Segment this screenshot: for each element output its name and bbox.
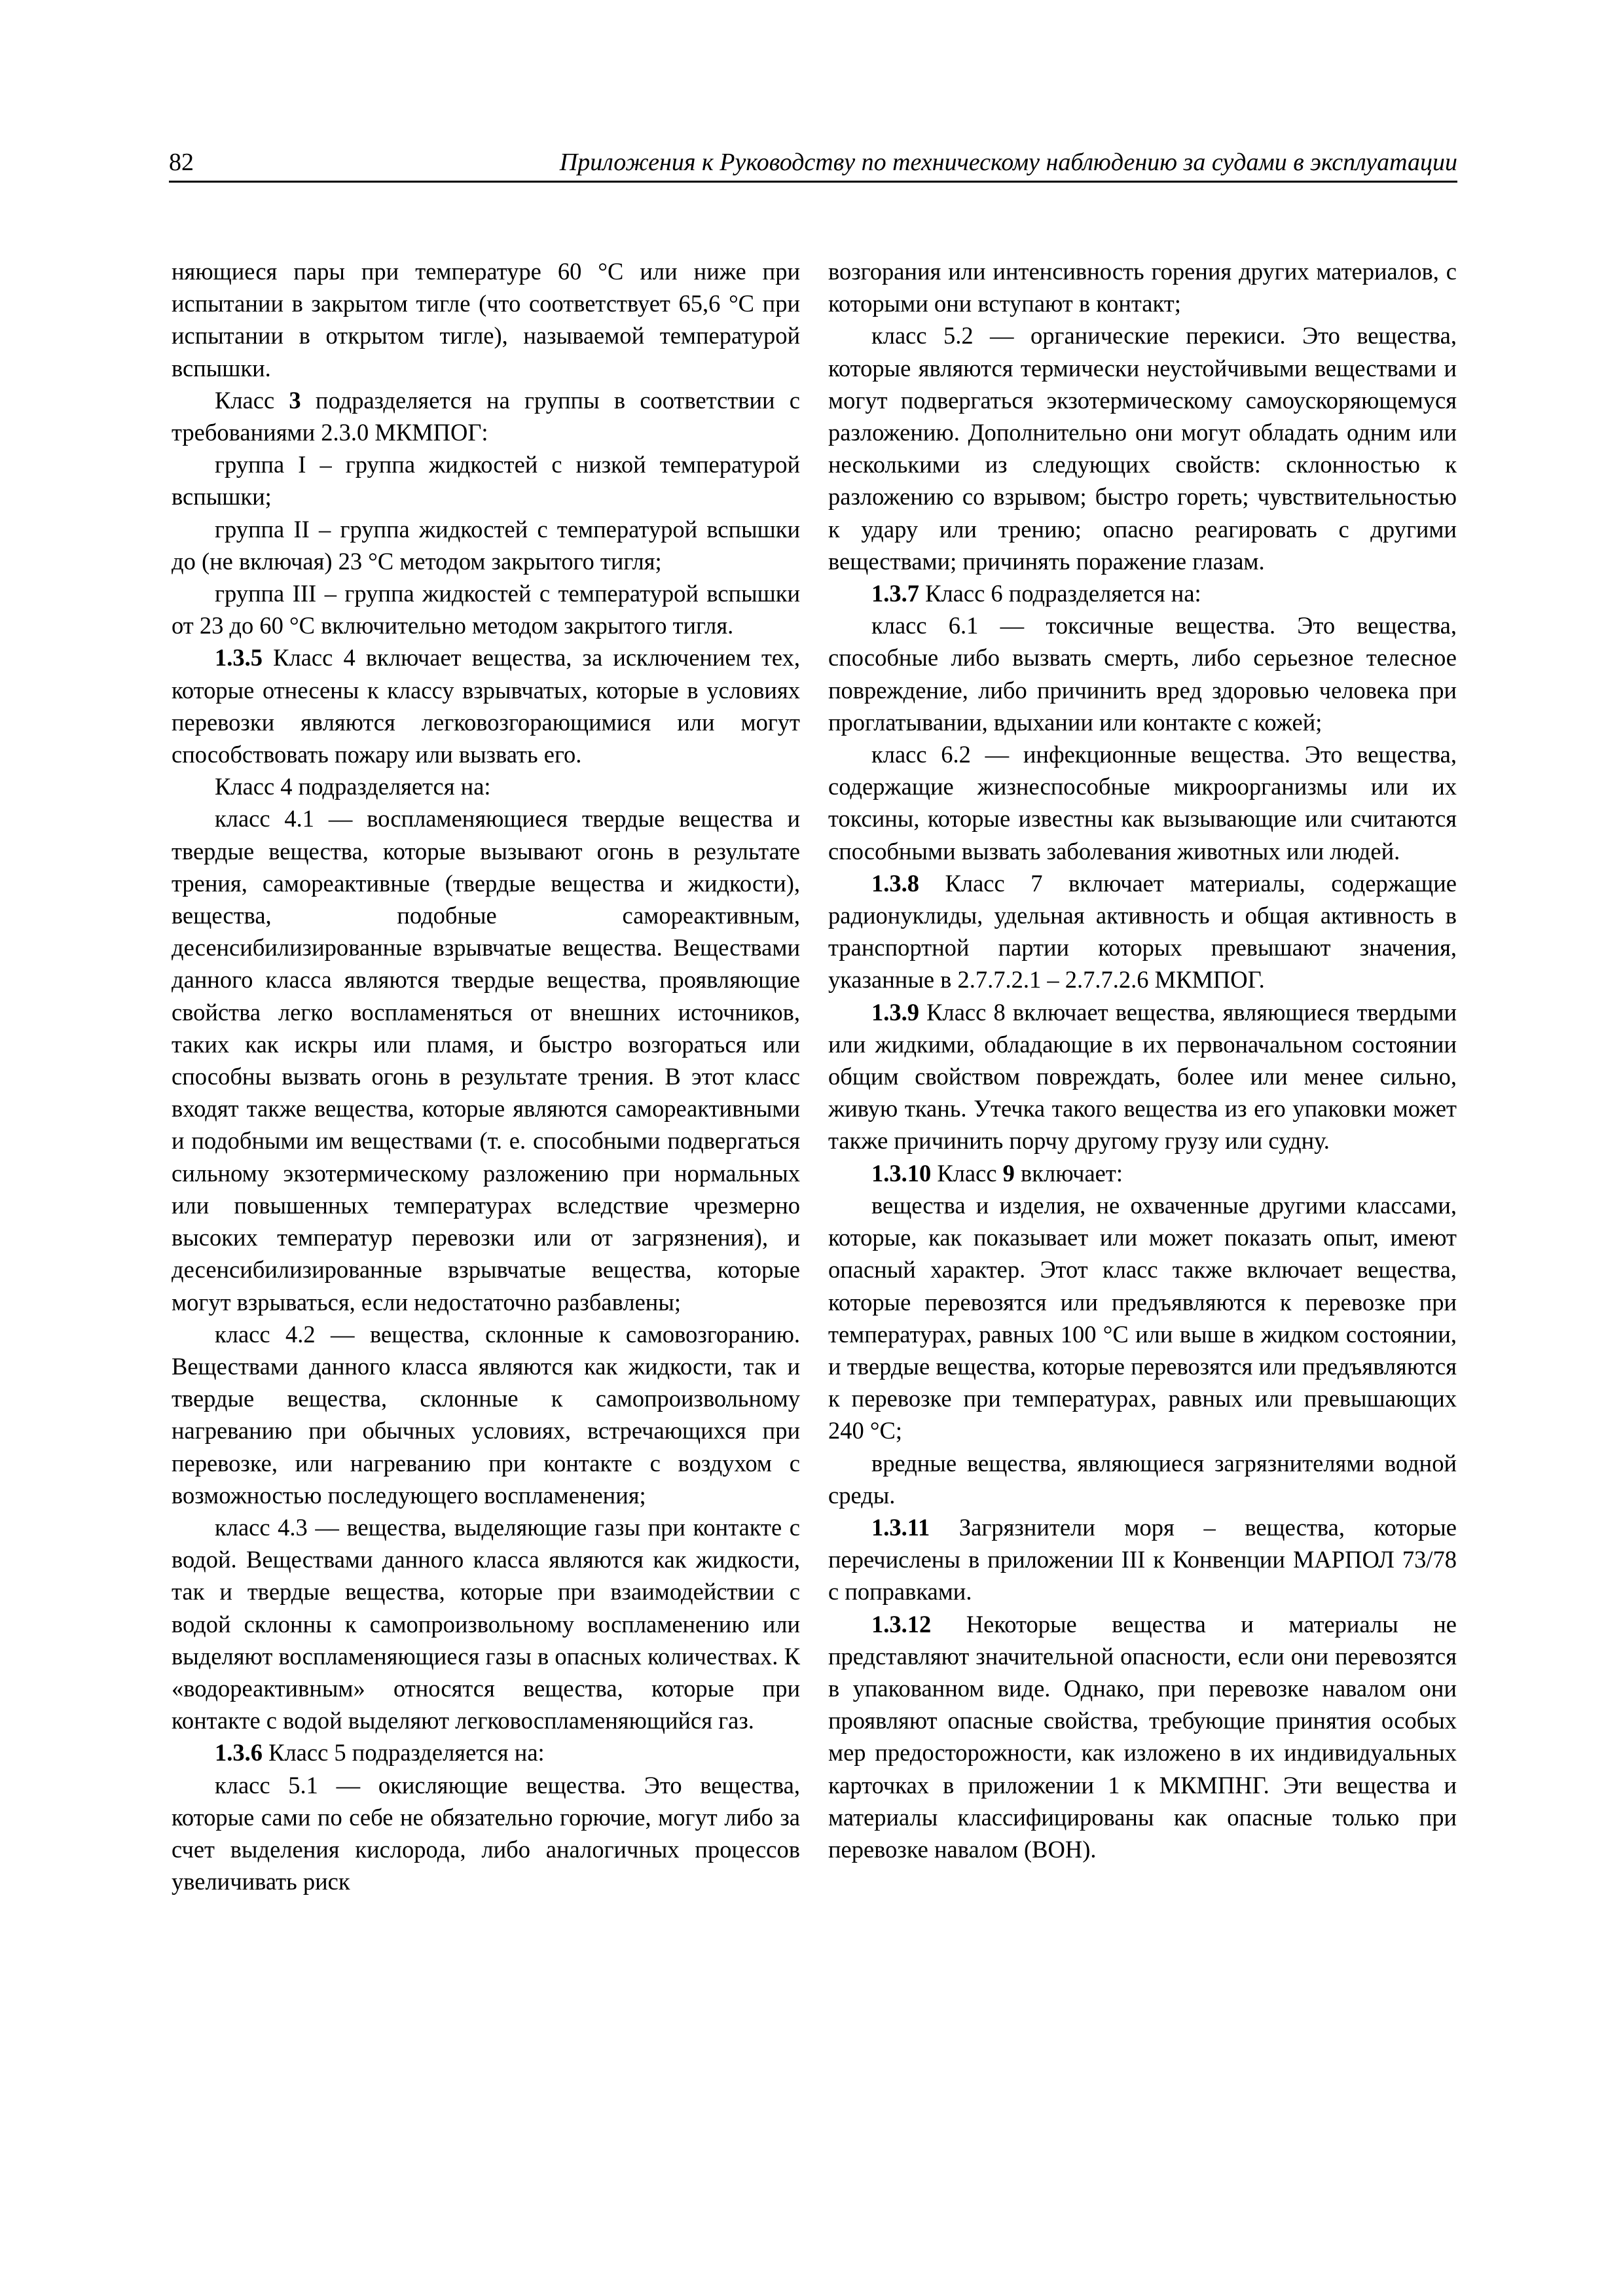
paragraph: няющиеся пары при температуре 60 °С или ниже при испытании в закрытом тигле (что соответствует 65,6 °С при испытании в открытом тигле), называемой температурой вспышки. [172, 258, 800, 382]
paragraph [828, 577, 1457, 609]
paragraph [828, 996, 1457, 1157]
running-title: Приложения к Руководству по техническому наблюдению за судами в эксплуатации [559, 149, 1457, 176]
paragraph-text: Класс [215, 386, 289, 414]
section-number: 1.3.12 [871, 1610, 932, 1638]
section-number: 1.3.8 [871, 869, 919, 897]
paragraph [828, 1157, 1457, 1189]
paragraph-text: подразделяется на группы в соответствии с требованиями 2.3.0 МКМПОГ: [172, 386, 801, 446]
paragraph [828, 1511, 1457, 1608]
paragraph-text: Класс 6 подразделяется на: [919, 580, 1201, 607]
page-number: 82 [169, 149, 194, 176]
paragraph: класс 6.1 — токсичные вещества. Это вещества, способные либо вызвать смерть, либо серьезное телесное повреждение, либо причинить вред здоровью человека при проглатывании, вдыхании или контакте с кожей; [828, 612, 1457, 736]
paragraph [172, 641, 800, 770]
section-number: 1.3.11 [871, 1513, 930, 1541]
paragraph [828, 1608, 1457, 1866]
class-number: 9 [1002, 1159, 1015, 1187]
section-number: 1.3.5 [215, 644, 263, 672]
paragraph: группа I – группа жидкостей с низкой температурой вспышки; [172, 451, 800, 511]
paragraph: класс 4.3 — вещества, выделяющие газы при контакте с водой. Веществами данного класса являются как жидкости, так и твердые вещества, которые при взаимодействии с водой склонны к самопроизвольному воспламенению или выделяют воспламеняющиеся газы в опасных количествах. К «водореактивным» относятся вещества, которые при контакте с водой выделяют легковоспламеняющийся газ. [172, 1513, 800, 1734]
paragraph-text: Класс [931, 1159, 1003, 1187]
paragraph-text: Загрязнители моря – вещества, которые перечислены в приложении III к Конвенции МАРПОЛ 73/78 с поправками. [828, 1513, 1457, 1605]
paragraph-text: Некоторые вещества и материалы не представляют значительной опасности, если они перевозятся в упакованном виде. Однако, при перевозке навалом они проявляют опасные свойства, требующие принятия особых мер предосторожности, как изложено в их индивидуальных карточках в приложении 1 к МКМПНГ. Эти вещества и материалы классифицированы как опасные только при перевозке навалом (ВОН). [828, 1610, 1457, 1863]
paragraph: Класс 4 подразделяется на: [215, 773, 491, 800]
section-number: 1.3.6 [215, 1739, 263, 1767]
paragraph: возгорания или интенсивность горения других материалов, с которыми они вступают в контакт; [828, 258, 1457, 317]
paragraph-text: Класс 7 включает материалы, содержащие радионуклиды, удельная активность и общая активность в транспортной партии которых превышают значения, указанные в 2.7.7.2.1 – 2.7.7.2.6 МКМПОГ. [828, 869, 1457, 994]
paragraph: вещества и изделия, не охваченные другими классами, которые, как показывает или может показать опыт, имеют опасный характер. Этот класс также включает вещества, которые перевозятся или предъявляются к перевозке при температурах, равных 100 °С или выше в жидком состоянии, и твердые вещества, которые перевозятся или предъявляются к перевозке при температурах, равных или превышающих 240 °С; [828, 1191, 1457, 1444]
paragraph: вредные вещества, являющиеся загрязнителями водной среды. [828, 1449, 1457, 1509]
class-number: 3 [289, 386, 301, 414]
page-header [169, 145, 1457, 183]
paragraph [828, 867, 1457, 996]
section-number: 1.3.7 [871, 580, 919, 607]
paragraph-text: Класс 5 подразделяется на: [263, 1739, 545, 1767]
paragraph: класс 6.2 — инфекционные вещества. Это вещества, содержащие жизнеспособные микроорганизмы или их токсины, которые известны как вызывающие или считаются способными вызвать заболевания животных или людей. [828, 741, 1457, 865]
section-number: 1.3.9 [871, 998, 919, 1026]
paragraph-text: Класс 4 включает вещества, за исключением тех, которые отнесены к классу взрывчатых, которые в условиях перевозки являются легковозгорающимися или могут способствовать пожару или вызвать его. [172, 644, 800, 768]
paragraph [172, 384, 800, 448]
paragraph: класс 5.2 — органические перекиси. Это вещества, которые являются термически неустойчивыми веществами и могут подвергаться экзотермическому самоускоряющемуся разложению. Дополнительно они могут обладать одним или несколькими из следующих свойств: склонностью к разложению со взрывом; быстро гореть; чувствительностью к удару или трению; опасно реагировать с другими веществами; причинять поражение глазам. [828, 322, 1457, 575]
left-column [172, 255, 800, 1897]
paragraph: группа II – группа жидкостей с температурой вспышки до (не включая) 23 °С методом закрытого тигля; [172, 515, 800, 575]
paragraph: группа III – группа жидкостей с температурой вспышки от 23 до 60 °С включительно методом закрытого тигля. [172, 580, 800, 639]
paragraph: класс 4.2 — вещества, склонные к самовозгоранию. Веществами данного класса являются как жидкости, так и твердые вещества, склонные к самопроизвольному нагреванию при обычных условиях, встречающихся при перевозке, или нагреванию при контакте с воздухом с возможностью последующего воспламенения; [172, 1320, 800, 1509]
paragraph [172, 1736, 800, 1768]
paragraph-text: включает: [1014, 1159, 1123, 1187]
paragraph: класс 5.1 — окисляющие вещества. Это вещества, которые сами по себе не обязательно горючие, могут либо за счет выделения кислорода, либо аналогичных процессов увеличивать риск [172, 1771, 800, 1895]
right-column [828, 255, 1457, 1865]
paragraph-text: Класс 8 включает вещества, являющиеся твердыми или жидкими, обладающие в их первоначальном состоянии общим свойством повреждать, более или менее сильно, живую ткань. Утечка такого вещества из его упаковки может также причинить порчу другому грузу или судну. [828, 998, 1457, 1155]
section-number: 1.3.10 [871, 1159, 932, 1187]
paragraph: класс 4.1 — воспламеняющиеся твердые вещества и твердые вещества, которые вызывают огонь в результате трения, самореактивные (твердые вещества и жидкости), вещества, подобные самореактивным, десенсибилизированные взрывчатые вещества. Веществами данного класса являются твердые вещества, проявляющие свойства легко воспламеняться от внешних источников, таких как искры или пламя, и быстро возгораться или способны вызвать огонь в результате трения. В этот класс входят также вещества, которые являются самореактивными и подобными им веществами (т. е. способными подвергаться сильному экзотермическому разложению при нормальных или повышенных температурах вследствие чрезмерно высоких температур перевозки или от загрязнения), и десенсибилизированные взрывчатые вещества, которые могут взрываться, если недостаточно разбавлены; [172, 805, 800, 1316]
